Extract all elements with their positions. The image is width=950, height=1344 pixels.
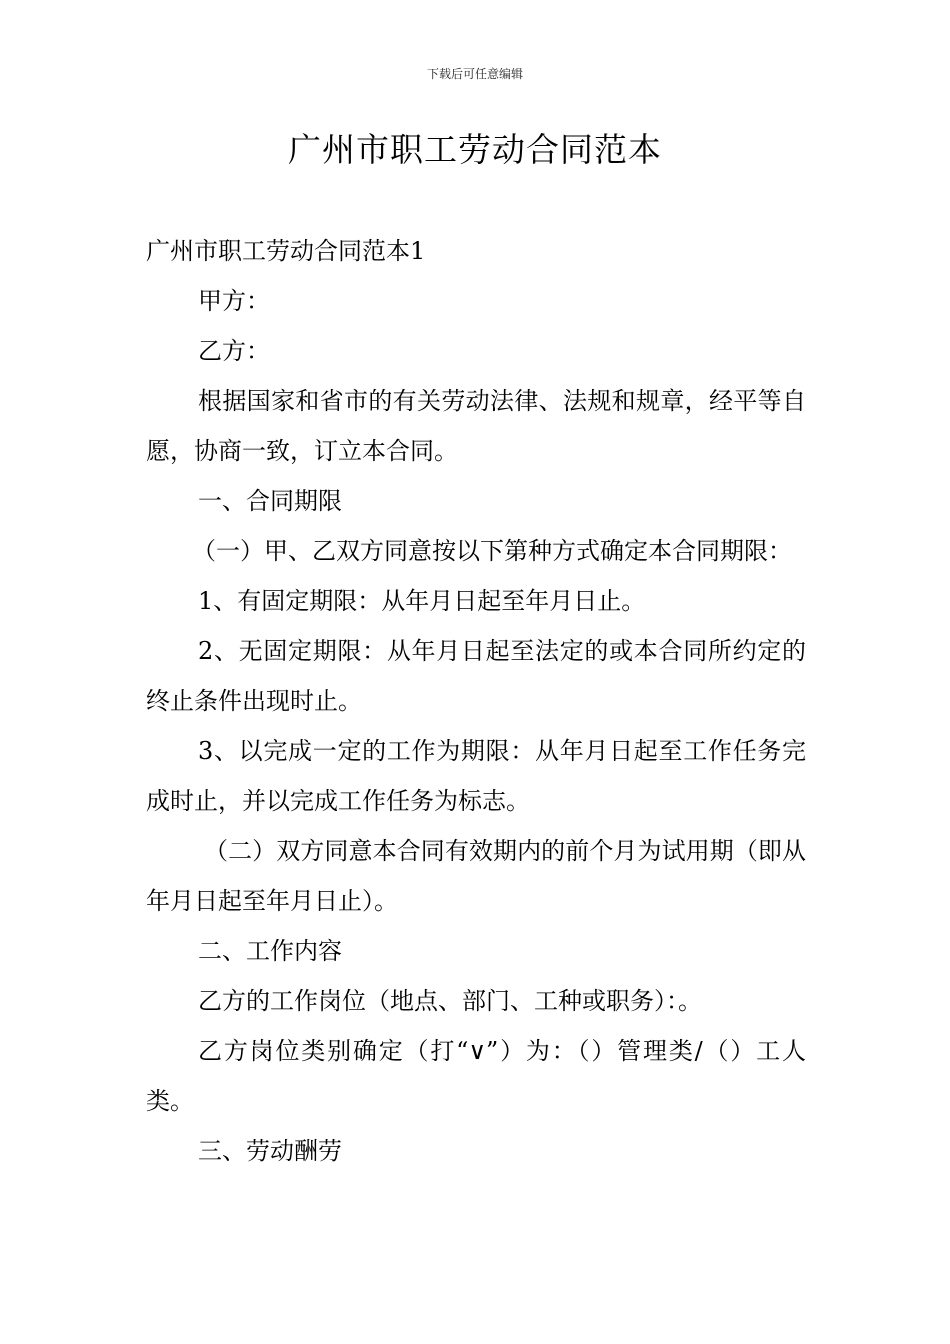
paragraph-post-category: 乙方岗位类别确定（打“∨”）为：（）管理类/（）工人类。 [146,1037,806,1115]
paragraph-party-b: 乙方： [198,337,270,365]
heading-contract-term: 一、合同期限 [198,487,342,515]
paragraph-term-method: （一）甲、乙双方同意按以下第种方式确定本合同期限： [192,537,792,565]
heading-remuneration: 三、劳动酬劳 [198,1137,342,1165]
section-title: 广州市职工劳动合同范本1 [146,237,426,265]
paragraph-open-term: 2、无固定期限：从年月日起至法定的或本合同所约定的终止条件出现时止。 [146,637,806,715]
paragraph-probation: （二）双方同意本合同有效期内的前个月为试用期（即从年月日起至年月日止）。 [146,837,806,915]
paragraph-work-post: 乙方的工作岗位（地点、部门、工种或职务）：。 [198,987,702,1015]
paragraph-preamble: 根据国家和省市的有关劳动法律、法规和规章，经平等自愿，协商一致，订立本合同。 [146,387,806,465]
heading-work-content: 二、工作内容 [198,937,342,965]
header-note: 下载后可任意编辑 [426,67,523,81]
document-title: 广州市职工劳动合同范本 [288,130,662,169]
paragraph-fixed-term: 1、有固定期限：从年月日起至年月日止。 [198,587,646,615]
paragraph-task-term: 3、以完成一定的工作为期限：从年月日起至工作任务完成时止，并以完成工作任务为标志。 [146,737,806,815]
document-body [146,226,806,1176]
paragraph-party-a: 甲方： [198,287,270,315]
